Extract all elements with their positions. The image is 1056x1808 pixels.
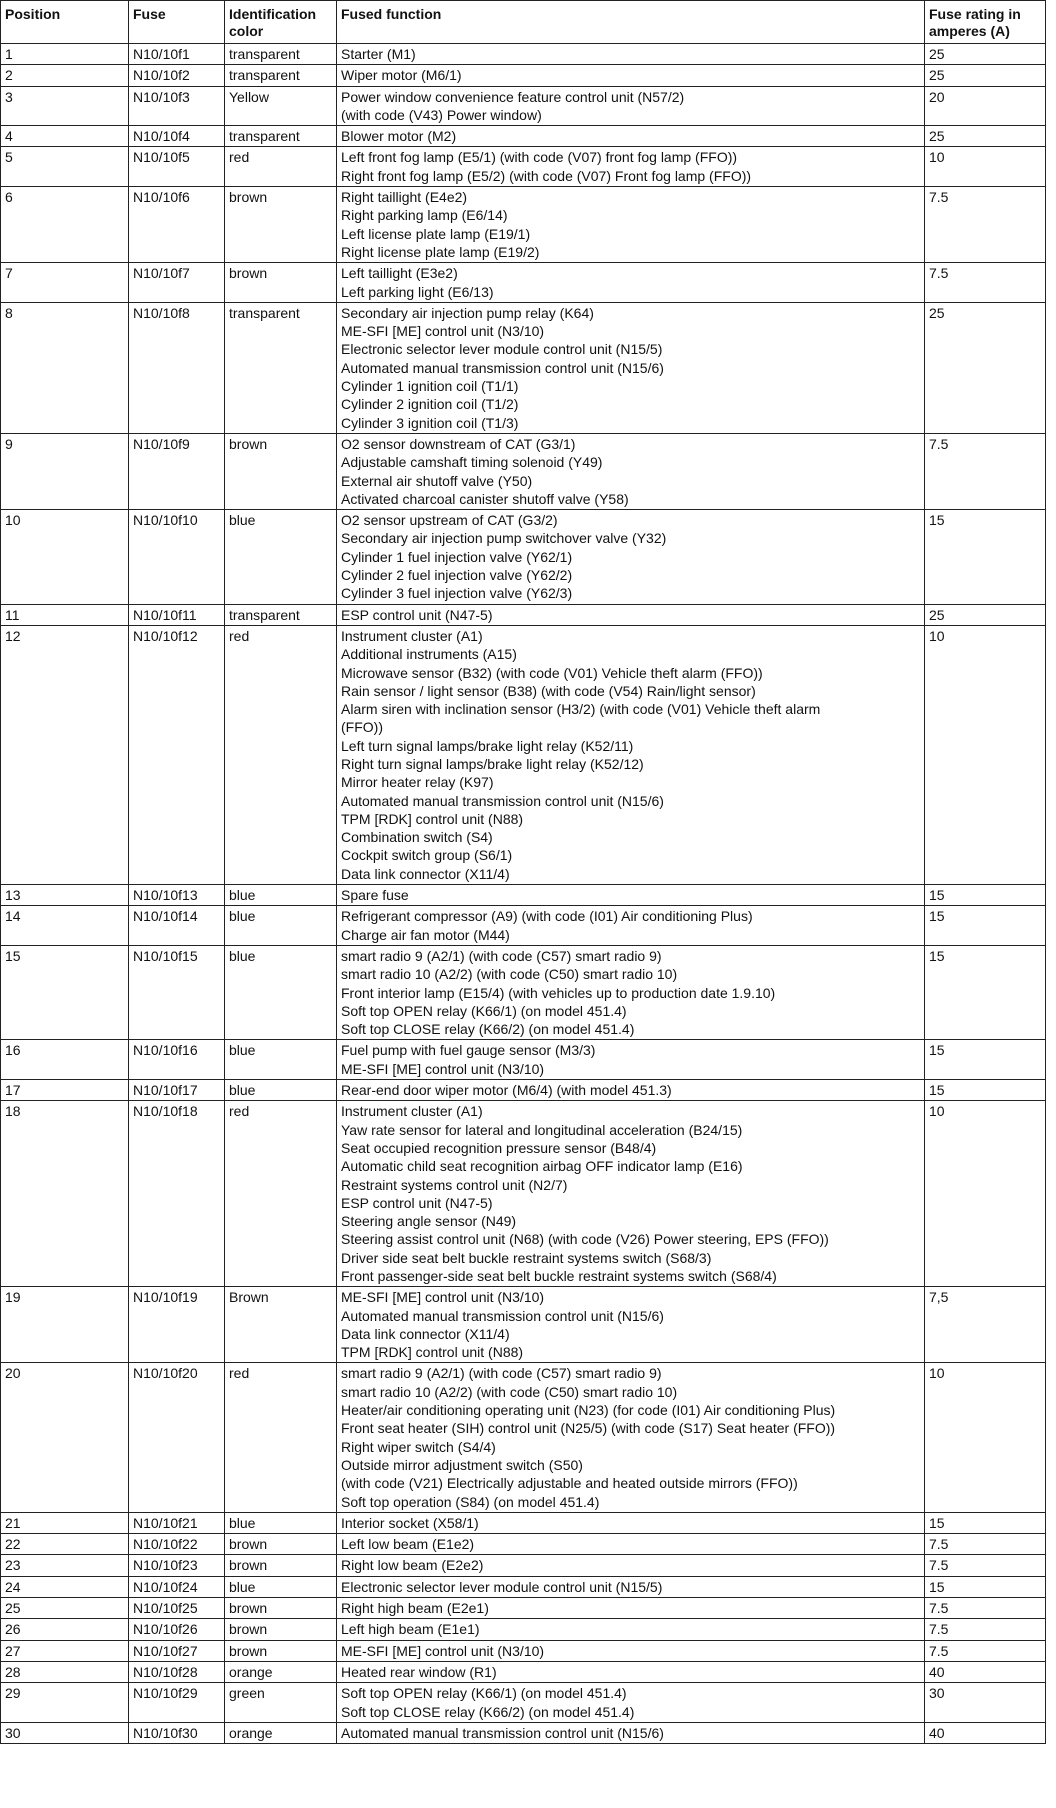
table-row [1, 1722, 1046, 1743]
fused-function-line: Right taillight (E4e2) [341, 189, 468, 206]
header-identification-color: Identification color [225, 1, 337, 44]
fused-function-line: (FFO)) [341, 719, 383, 736]
identification-color-cell: Yellow [225, 86, 337, 126]
table-row [1, 1101, 1046, 1287]
fused-function-line: Soft top CLOSE relay (K66/2) (on model 451.4) [341, 1703, 635, 1720]
fused-function-line: Charge air fan motor (M44) [341, 926, 510, 943]
fused-function-line: Starter (M1) [341, 46, 416, 62]
table-row [1, 510, 1046, 604]
fused-function-line: Cylinder 2 fuel injection valve (Y62/2) [341, 567, 573, 584]
position-cell: 20 [1, 1363, 129, 1512]
table-row [1, 44, 1046, 65]
fused-function-line: Heated rear window (R1) [341, 1663, 497, 1680]
fuse-cell: N10/10f30 [129, 1722, 225, 1743]
table-header [1, 1, 1046, 44]
fuse-rating-cell: 25 [925, 44, 1046, 65]
table-row [1, 1534, 1046, 1555]
position-cell: 1 [1, 44, 129, 65]
fused-function-line: Restraint systems control unit (N2/7) [341, 1176, 568, 1193]
fuse-cell: N10/10f26 [129, 1619, 225, 1640]
fused-function-cell [337, 1080, 925, 1101]
fused-function-line: Soft top operation (S84) (on model 451.4) [341, 1493, 600, 1510]
fused-function-line: Secondary air injection pump switchover valve (Y32) [341, 530, 667, 547]
fused-function-cell [337, 1722, 925, 1743]
identification-color-cell: brown [225, 1619, 337, 1640]
fused-function-line: Left turn signal lamps/brake light relay (K52/11) [341, 737, 634, 754]
fuse-cell: N10/10f14 [129, 906, 225, 946]
fused-function-line: Refrigerant compressor (A9) (with code (I01) Air conditioning Plus) [341, 908, 753, 925]
fused-function-cell [337, 604, 925, 625]
fused-function-line: Cylinder 3 ignition coil (T1/3) [341, 414, 519, 431]
position-cell: 27 [1, 1640, 129, 1661]
identification-color-cell: brown [225, 1640, 337, 1661]
fuse-rating-cell: 15 [925, 906, 1046, 946]
table-body [1, 44, 1046, 1744]
identification-color-cell: red [225, 1101, 337, 1287]
fused-function-cell [337, 1640, 925, 1661]
fused-function-line: Electronic selector lever module control unit (N15/5) [341, 1578, 663, 1595]
table-row [1, 1512, 1046, 1533]
header-fused-function: Fused function [337, 1, 925, 44]
table-row [1, 1640, 1046, 1661]
header-row [1, 1, 1046, 44]
fused-function-cell [337, 263, 925, 303]
identification-color-cell: transparent [225, 126, 337, 147]
fused-function-line: Soft top OPEN relay (K66/1) (on model 451.4) [341, 1685, 627, 1702]
fused-function-cell [337, 945, 925, 1039]
fused-function-line: Rain sensor / light sensor (B38) (with code (V54) Rain/light sensor) [341, 682, 756, 699]
fused-function-line: Wiper motor (M6/1) [341, 67, 462, 84]
table-row [1, 126, 1046, 147]
fused-function-line: Fuel pump with fuel gauge sensor (M3/3) [341, 1042, 596, 1059]
fused-function-cell [337, 1534, 925, 1555]
fused-function-line: Left taillight (E3e2) [341, 265, 458, 282]
table-row [1, 1363, 1046, 1512]
fuse-rating-cell: 25 [925, 126, 1046, 147]
fused-function-line: Left front fog lamp (E5/1) (with code (V07) front fog lamp (FFO)) [341, 149, 738, 166]
fuse-cell: N10/10f28 [129, 1661, 225, 1682]
fused-function-line: Right low beam (E2e2) [341, 1557, 484, 1574]
fused-function-line: O2 sensor upstream of CAT (G3/2) [341, 512, 558, 529]
table-row [1, 86, 1046, 126]
fuse-rating-cell: 25 [925, 65, 1046, 86]
identification-color-cell: green [225, 1683, 337, 1723]
fused-function-line: smart radio 10 (A2/2) (with code (C50) smart radio 10) [341, 966, 678, 983]
fused-function-cell [337, 1040, 925, 1080]
table-row [1, 625, 1046, 884]
identification-color-cell: Brown [225, 1287, 337, 1363]
identification-color-cell: orange [225, 1722, 337, 1743]
fuse-rating-cell: 10 [925, 1101, 1046, 1287]
identification-color-cell: blue [225, 945, 337, 1039]
fuse-rating-cell: 40 [925, 1661, 1046, 1682]
fuse-rating-cell: 10 [925, 625, 1046, 884]
fused-function-cell [337, 625, 925, 884]
fuse-cell: N10/10f19 [129, 1287, 225, 1363]
fuse-cell: N10/10f9 [129, 433, 225, 509]
table-row [1, 65, 1046, 86]
position-cell: 23 [1, 1555, 129, 1576]
fused-function-line: ME-SFI [ME] control unit (N3/10) [341, 323, 545, 340]
fused-function-line: Instrument cluster (A1) [341, 627, 483, 644]
fused-function-line: Interior socket (X58/1) [341, 1514, 479, 1531]
fused-function-cell [337, 1512, 925, 1533]
fuse-cell: N10/10f3 [129, 86, 225, 126]
table-row [1, 885, 1046, 906]
position-cell: 12 [1, 625, 129, 884]
position-cell: 3 [1, 86, 129, 126]
fused-function-line: Automated manual transmission control unit (N15/6) [341, 1307, 664, 1324]
fused-function-line: Outside mirror adjustment switch (S50) [341, 1456, 583, 1473]
fused-function-cell [337, 126, 925, 147]
fuse-cell: N10/10f22 [129, 1534, 225, 1555]
identification-color-cell: brown [225, 263, 337, 303]
fuse-cell: N10/10f27 [129, 1640, 225, 1661]
fuse-rating-cell: 15 [925, 1080, 1046, 1101]
fused-function-line: Soft top OPEN relay (K66/1) (on model 451.4) [341, 1002, 627, 1019]
position-cell: 21 [1, 1512, 129, 1533]
position-cell: 10 [1, 510, 129, 604]
identification-color-cell: transparent [225, 604, 337, 625]
fused-function-cell [337, 885, 925, 906]
fused-function-line: Alarm siren with inclination sensor (H3/2) (with code (V01) Vehicle theft alarm [341, 701, 821, 718]
fused-function-line: Left parking light (E6/13) [341, 283, 494, 300]
fused-function-line: Seat occupied recognition pressure sensor (B48/4) [341, 1139, 657, 1156]
fuse-rating-cell: 7,5 [925, 1287, 1046, 1363]
position-cell: 18 [1, 1101, 129, 1287]
fuse-cell: N10/10f7 [129, 263, 225, 303]
fused-function-line: Steering angle sensor (N49) [341, 1213, 517, 1230]
identification-color-cell: red [225, 1363, 337, 1512]
fuse-cell: N10/10f2 [129, 65, 225, 86]
fused-function-line: Mirror heater relay (K97) [341, 774, 494, 791]
fused-function-line: Spare fuse [341, 887, 409, 904]
fused-function-line: smart radio 9 (A2/1) (with code (C57) smart radio 9) [341, 1365, 662, 1382]
fused-function-cell [337, 510, 925, 604]
fused-function-line: Secondary air injection pump relay (K64) [341, 304, 594, 321]
fuse-rating-cell: 15 [925, 510, 1046, 604]
table-row [1, 1555, 1046, 1576]
fused-function-line: Adjustable camshaft timing solenoid (Y49) [341, 454, 603, 471]
identification-color-cell: blue [225, 1512, 337, 1533]
fused-function-line: Data link connector (X11/4) [341, 1325, 510, 1342]
fuse-cell: N10/10f23 [129, 1555, 225, 1576]
identification-color-cell: red [225, 147, 337, 187]
fused-function-line: Cylinder 3 fuel injection valve (Y62/3) [341, 585, 573, 602]
identification-color-cell: red [225, 625, 337, 884]
fuse-cell: N10/10f4 [129, 126, 225, 147]
header-fuse-rating: Fuse rating in amperes (A) [925, 1, 1046, 44]
fused-function-line: Additional instruments (A15) [341, 646, 517, 663]
fused-function-line: Right turn signal lamps/brake light relay (K52/12) [341, 755, 644, 772]
table-row [1, 945, 1046, 1039]
identification-color-cell: brown [225, 1534, 337, 1555]
fused-function-line: Driver side seat belt buckle restraint systems switch (S68/3) [341, 1249, 712, 1266]
position-cell: 8 [1, 302, 129, 433]
fused-function-line: Combination switch (S4) [341, 829, 493, 846]
fused-function-line: ME-SFI [ME] control unit (N3/10) [341, 1642, 545, 1659]
fuse-rating-cell: 7.5 [925, 1619, 1046, 1640]
identification-color-cell: brown [225, 433, 337, 509]
fuse-cell: N10/10f5 [129, 147, 225, 187]
identification-color-cell: orange [225, 1661, 337, 1682]
fused-function-line: Activated charcoal canister shutoff valve (Y58) [341, 490, 629, 507]
fused-function-line: O2 sensor downstream of CAT (G3/1) [341, 435, 576, 452]
fused-function-cell [337, 65, 925, 86]
fuse-cell: N10/10f12 [129, 625, 225, 884]
table-row [1, 1661, 1046, 1682]
table-row [1, 147, 1046, 187]
fuse-rating-cell: 20 [925, 86, 1046, 126]
table-row [1, 302, 1046, 433]
fused-function-line: ME-SFI [ME] control unit (N3/10) [341, 1060, 545, 1077]
fuse-cell: N10/10f10 [129, 510, 225, 604]
position-cell: 19 [1, 1287, 129, 1363]
fuse-cell: N10/10f21 [129, 1512, 225, 1533]
fused-function-cell [337, 1101, 925, 1287]
fused-function-line: Front seat heater (SIH) control unit (N25/5) (with code (S17) Seat heater (FFO)) [341, 1420, 836, 1437]
fuse-cell: N10/10f29 [129, 1683, 225, 1723]
identification-color-cell: blue [225, 1080, 337, 1101]
table-row [1, 1287, 1046, 1363]
fuse-rating-cell: 7.5 [925, 1598, 1046, 1619]
identification-color-cell: transparent [225, 65, 337, 86]
fuse-rating-cell: 7.5 [925, 1640, 1046, 1661]
fuse-rating-cell: 15 [925, 1576, 1046, 1597]
table-row [1, 1598, 1046, 1619]
fuse-rating-cell: 15 [925, 945, 1046, 1039]
fuse-rating-cell: 7.5 [925, 263, 1046, 303]
fuse-rating-cell: 10 [925, 1363, 1046, 1512]
fused-function-cell [337, 147, 925, 187]
fused-function-line: Cylinder 1 ignition coil (T1/1) [341, 378, 519, 395]
identification-color-cell: blue [225, 1576, 337, 1597]
identification-color-cell: transparent [225, 302, 337, 433]
fused-function-line: Rear-end door wiper motor (M6/4) (with model 451.3) [341, 1082, 672, 1099]
fuse-cell: N10/10f16 [129, 1040, 225, 1080]
fuse-rating-cell: 7.5 [925, 187, 1046, 263]
position-cell: 11 [1, 604, 129, 625]
fuse-cell: N10/10f24 [129, 1576, 225, 1597]
fuse-cell: N10/10f1 [129, 44, 225, 65]
fused-function-line: ME-SFI [ME] control unit (N3/10) [341, 1289, 545, 1306]
fused-function-line: Automated manual transmission control unit (N15/6) [341, 1724, 664, 1741]
fused-function-cell [337, 1661, 925, 1682]
fused-function-line: smart radio 9 (A2/1) (with code (C57) smart radio 9) [341, 947, 662, 964]
position-cell: 29 [1, 1683, 129, 1723]
fused-function-cell [337, 187, 925, 263]
fuse-cell: N10/10f20 [129, 1363, 225, 1512]
fused-function-line: Right parking lamp (E6/14) [341, 207, 508, 224]
fused-function-line: Right license plate lamp (E19/2) [341, 243, 540, 260]
fused-function-line: Left license plate lamp (E19/1) [341, 225, 531, 242]
fused-function-cell [337, 906, 925, 946]
fused-function-line: Electronic selector lever module control unit (N15/5) [341, 341, 663, 358]
fused-function-line: Cylinder 1 fuel injection valve (Y62/1) [341, 548, 573, 565]
fuse-rating-cell: 7.5 [925, 433, 1046, 509]
fuse-cell: N10/10f6 [129, 187, 225, 263]
header-fuse: Fuse [129, 1, 225, 44]
position-cell: 26 [1, 1619, 129, 1640]
fuse-rating-cell: 40 [925, 1722, 1046, 1743]
fused-function-line: TPM [RDK] control unit (N88) [341, 1344, 524, 1361]
table-row [1, 604, 1046, 625]
fused-function-cell [337, 302, 925, 433]
fuse-cell: N10/10f13 [129, 885, 225, 906]
fused-function-line: External air shutoff valve (Y50) [341, 472, 533, 489]
position-cell: 16 [1, 1040, 129, 1080]
position-cell: 4 [1, 126, 129, 147]
fused-function-line: Left low beam (E1e2) [341, 1536, 475, 1553]
position-cell: 22 [1, 1534, 129, 1555]
fuse-rating-cell: 10 [925, 147, 1046, 187]
fused-function-line: Front interior lamp (E15/4) (with vehicles up to production date 1.9.10) [341, 984, 776, 1001]
fuse-rating-cell: 15 [925, 1040, 1046, 1080]
fused-function-line: Heater/air conditioning operating unit (N23) (for code (I01) Air conditioning Plus) [341, 1402, 836, 1419]
fused-function-line: Blower motor (M2) [341, 128, 457, 145]
fused-function-line: ESP control unit (N47-5) [341, 606, 493, 623]
fuse-rating-cell: 15 [925, 1512, 1046, 1533]
fused-function-cell [337, 86, 925, 126]
fuse-rating-cell: 7.5 [925, 1555, 1046, 1576]
identification-color-cell: blue [225, 510, 337, 604]
fused-function-line: smart radio 10 (A2/2) (with code (C50) smart radio 10) [341, 1383, 678, 1400]
fused-function-line: Right high beam (E2e1) [341, 1600, 489, 1617]
fuse-cell: N10/10f17 [129, 1080, 225, 1101]
fuse-rating-cell: 25 [925, 604, 1046, 625]
fused-function-cell [337, 1363, 925, 1512]
fused-function-line: Soft top CLOSE relay (K66/2) (on model 451.4) [341, 1021, 635, 1038]
identification-color-cell: brown [225, 1598, 337, 1619]
fused-function-cell [337, 1619, 925, 1640]
fused-function-line: Left high beam (E1e1) [341, 1621, 480, 1638]
position-cell: 14 [1, 906, 129, 946]
position-cell: 24 [1, 1576, 129, 1597]
fused-function-line: Right wiper switch (S4/4) [341, 1438, 496, 1455]
identification-color-cell: brown [225, 1555, 337, 1576]
fused-function-line: Automated manual transmission control unit (N15/6) [341, 792, 664, 809]
table-row [1, 187, 1046, 263]
fused-function-line: Steering assist control unit (N68) (with code (V26) Power steering, EPS (FFO)) [341, 1231, 829, 1248]
fused-function-line: Automatic child seat recognition airbag OFF indicator lamp (E16) [341, 1158, 743, 1175]
position-cell: 28 [1, 1661, 129, 1682]
fused-function-cell [337, 1287, 925, 1363]
fused-function-line: Microwave sensor (B32) (with code (V01) Vehicle theft alarm (FFO)) [341, 664, 763, 681]
fuse-rating-cell: 25 [925, 302, 1046, 433]
position-cell: 17 [1, 1080, 129, 1101]
fused-function-line: Yaw rate sensor for lateral and longitudinal acceleration (B24/15) [341, 1121, 743, 1138]
fuse-rating-cell: 7.5 [925, 1534, 1046, 1555]
position-cell: 2 [1, 65, 129, 86]
fused-function-cell [337, 1683, 925, 1723]
table-row [1, 1080, 1046, 1101]
identification-color-cell: blue [225, 1040, 337, 1080]
table-row [1, 1040, 1046, 1080]
fuse-cell: N10/10f8 [129, 302, 225, 433]
position-cell: 13 [1, 885, 129, 906]
table-row [1, 1576, 1046, 1597]
position-cell: 25 [1, 1598, 129, 1619]
fused-function-line: TPM [RDK] control unit (N88) [341, 810, 524, 827]
table-row [1, 433, 1046, 509]
fused-function-line: Automated manual transmission control unit (N15/6) [341, 359, 664, 376]
identification-color-cell: transparent [225, 44, 337, 65]
fused-function-cell [337, 433, 925, 509]
fuse-rating-cell: 15 [925, 885, 1046, 906]
table-row [1, 1619, 1046, 1640]
fused-function-line: Cockpit switch group (S6/1) [341, 847, 513, 864]
fuse-cell: N10/10f25 [129, 1598, 225, 1619]
fused-function-line: ESP control unit (N47-5) [341, 1194, 493, 1211]
fused-function-cell [337, 1555, 925, 1576]
fused-function-line: Instrument cluster (A1) [341, 1103, 483, 1120]
position-cell: 6 [1, 187, 129, 263]
fused-function-line: Power window convenience feature control unit (N57/2) [341, 88, 685, 105]
fuse-cell: N10/10f18 [129, 1101, 225, 1287]
position-cell: 15 [1, 945, 129, 1039]
position-cell: 7 [1, 263, 129, 303]
fused-function-line: Data link connector (X11/4) [341, 865, 510, 882]
fused-function-cell [337, 1598, 925, 1619]
table-row [1, 906, 1046, 946]
fused-function-line: (with code (V43) Power window) [341, 106, 542, 123]
fused-function-line: Right front fog lamp (E5/2) (with code (V07) Front fog lamp (FFO)) [341, 167, 752, 184]
identification-color-cell: blue [225, 906, 337, 946]
fuse-cell: N10/10f15 [129, 945, 225, 1039]
identification-color-cell: blue [225, 885, 337, 906]
position-cell: 9 [1, 433, 129, 509]
header-position: Position [1, 1, 129, 44]
fused-function-cell [337, 44, 925, 65]
identification-color-cell: brown [225, 187, 337, 263]
fused-function-cell [337, 1576, 925, 1597]
table-row [1, 1683, 1046, 1723]
position-cell: 5 [1, 147, 129, 187]
fuse-rating-cell: 30 [925, 1683, 1046, 1723]
fused-function-line: (with code (V21) Electrically adjustable and heated outside mirrors (FFO)) [341, 1475, 798, 1492]
fused-function-line: Front passenger-side seat belt buckle restraint systems switch (S68/4) [341, 1268, 777, 1284]
table-row [1, 263, 1046, 303]
fuse-cell: N10/10f11 [129, 604, 225, 625]
position-cell: 30 [1, 1722, 129, 1743]
fused-function-line: Cylinder 2 ignition coil (T1/2) [341, 396, 519, 413]
